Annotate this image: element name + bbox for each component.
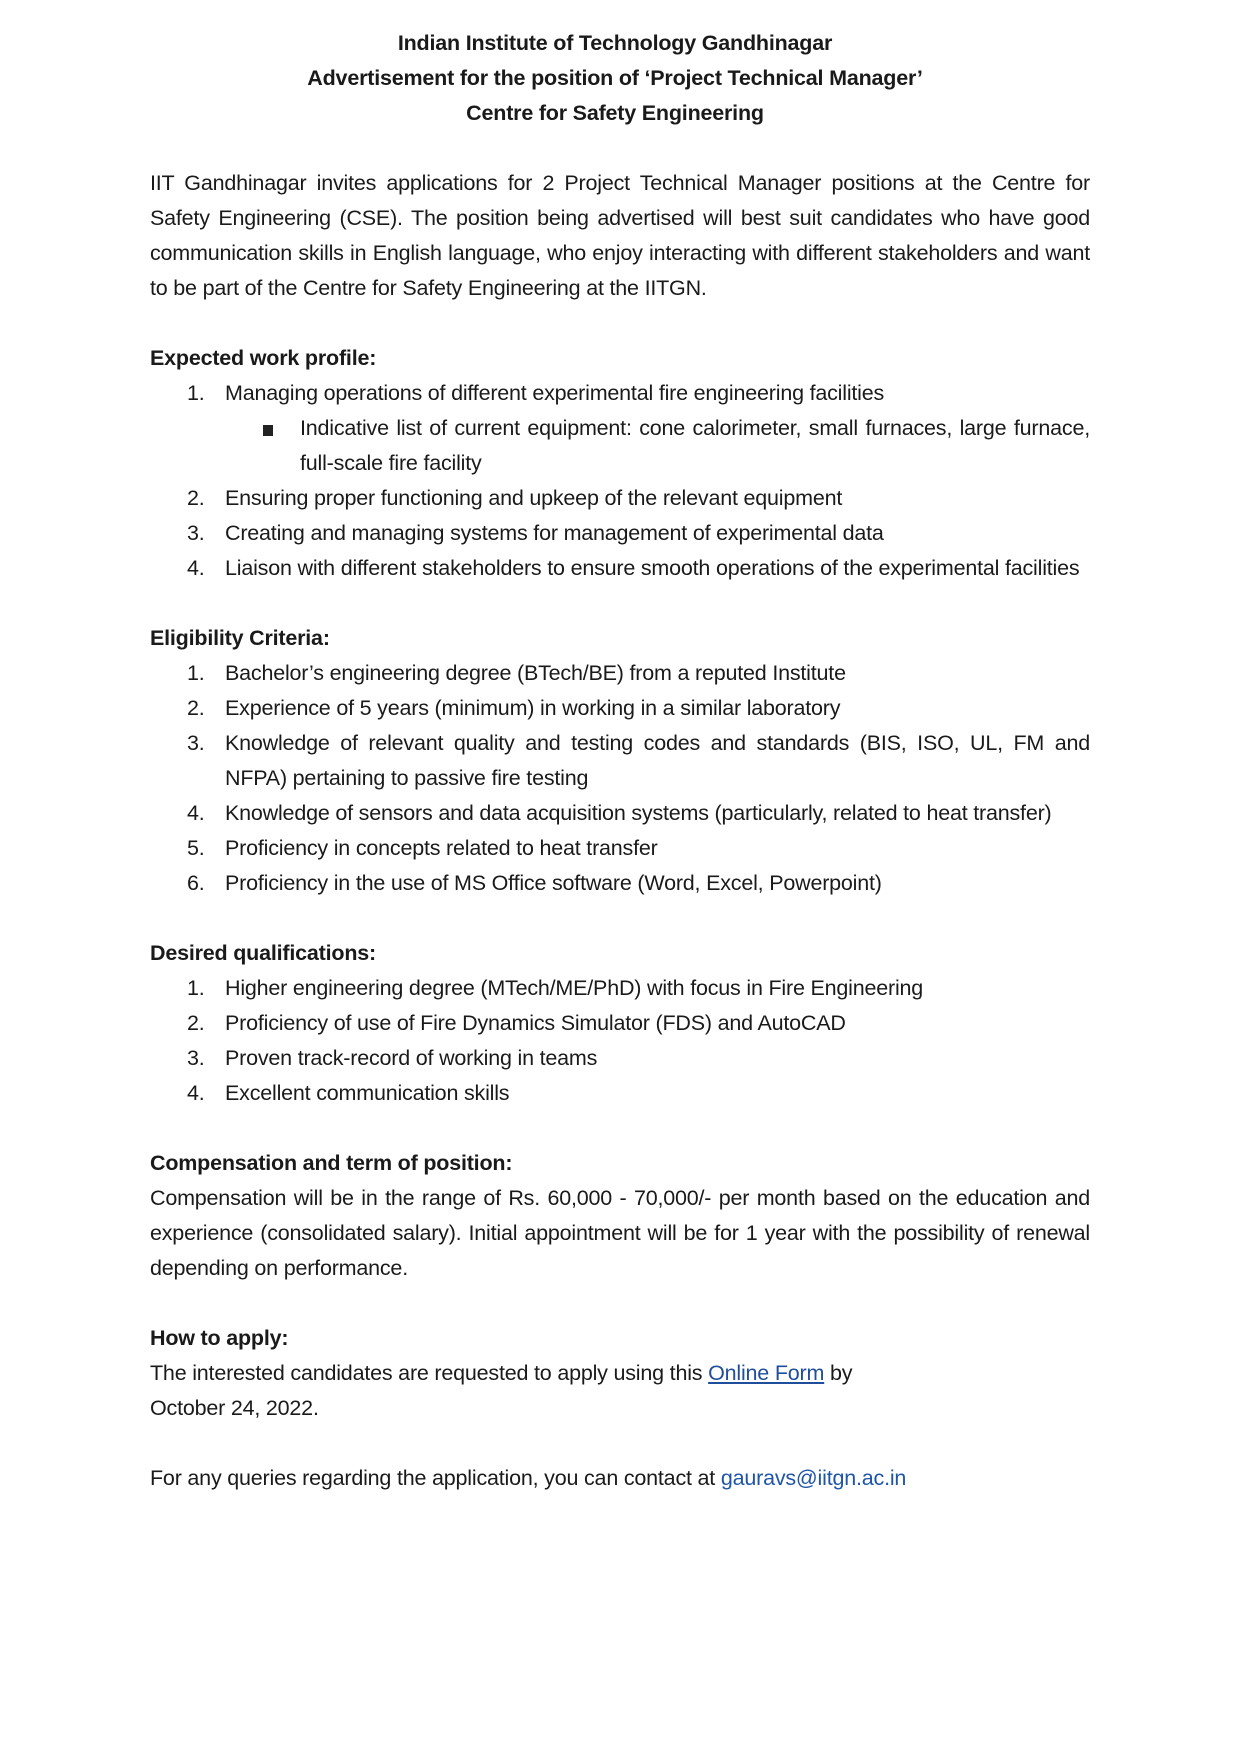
list-number: 5.: [187, 836, 205, 860]
spacer: [150, 901, 1090, 936]
list-item-text: Knowledge of sensors and data acquisition systems (particularly, related to heat transfer): [225, 801, 1052, 825]
eligibility-section: [150, 621, 1090, 901]
list-item-text: Ensuring proper functioning and upkeep of the relevant equipment: [225, 486, 843, 510]
list-number: 2.: [187, 486, 205, 510]
apply-instructions: [150, 1356, 1090, 1391]
work-profile-list: [150, 376, 1090, 586]
desired-qualifications-section: [150, 936, 1090, 1111]
list-item: [150, 691, 1090, 726]
centre-title: Centre for Safety Engineering: [466, 101, 764, 125]
list-item: [150, 1006, 1090, 1041]
list-number: 4.: [187, 801, 205, 825]
list-item: [150, 376, 1090, 481]
spacer: [150, 131, 1090, 166]
list-number: 2.: [187, 1011, 205, 1035]
list-item: [150, 551, 1090, 586]
work-profile-section: [150, 341, 1090, 586]
sub-list-item-text: Indicative list of current equipment: cone calorimeter, small furnaces, large furnace, full-scale fire facility: [300, 416, 1090, 475]
spacer: [150, 1286, 1090, 1321]
list-number: 3.: [187, 521, 205, 545]
how-to-apply-heading: How to apply:: [150, 1326, 289, 1350]
list-item-text: Excellent communication skills: [225, 1081, 510, 1105]
desired-qualifications-list: [150, 971, 1090, 1111]
square-bullet-icon: [263, 425, 273, 436]
contact-text: For any queries regarding the application, you can contact at: [150, 1466, 721, 1490]
equipment-sublist: [225, 411, 1090, 481]
compensation-paragraph: Compensation will be in the range of Rs. 60,000 - 70,000/- per month based on the education and experience (consolidated salary). Initial appointment will be for 1 year with the possibility of renewal depending on performance.: [150, 1186, 1090, 1280]
list-item: [150, 971, 1090, 1006]
list-item-text: Experience of 5 years (minimum) in working in a similar laboratory: [225, 696, 841, 720]
document-page: [150, 26, 1090, 1496]
online-form-link[interactable]: Online Form: [708, 1361, 825, 1385]
list-item-text: Knowledge of relevant quality and testing codes and standards (BIS, ISO, UL, FM and NFPA) pertaining to passive fire testing: [225, 731, 1090, 790]
list-item-text: Managing operations of different experimental fire engineering facilities: [225, 381, 885, 405]
advertisement-title: Advertisement for the position of ‘Project Technical Manager’: [307, 66, 923, 90]
apply-deadline: October 24, 2022.: [150, 1396, 319, 1420]
contact-line: [150, 1461, 1090, 1496]
list-item-text: Proven track-record of working in teams: [225, 1046, 598, 1070]
list-item-text: Liaison with different stakeholders to ensure smooth operations of the experimental facilities: [225, 556, 1080, 580]
list-item: [150, 866, 1090, 901]
apply-text-before: The interested candidates are requested to apply using this: [150, 1361, 709, 1385]
sub-list-item: [225, 411, 1090, 481]
contact-email-link[interactable]: gauravs@iitgn.ac.in: [720, 1466, 907, 1490]
list-item: [150, 831, 1090, 866]
list-item: [150, 516, 1090, 551]
list-item: [150, 796, 1090, 831]
list-item-text: Proficiency in the use of MS Office software (Word, Excel, Powerpoint): [225, 871, 882, 895]
apply-text-after: by: [824, 1361, 853, 1385]
document-header: [140, 26, 1090, 131]
compensation-heading: Compensation and term of position:: [150, 1151, 513, 1175]
spacer: [150, 586, 1090, 621]
list-number: 3.: [187, 731, 205, 755]
list-item: [150, 481, 1090, 516]
spacer: [150, 306, 1090, 341]
desired-qualifications-heading: Desired qualifications:: [150, 941, 376, 965]
eligibility-list: [150, 656, 1090, 901]
list-number: 4.: [187, 556, 205, 580]
list-item: [150, 656, 1090, 691]
intro-paragraph: IIT Gandhinagar invites applications for 2 Project Technical Manager positions at the Centre for Safety Engineering (CSE). The position being advertised will best suit candidates who have good communication skills in English language, who enjoy interacting with different stakeholders and want to be part of the Centre for Safety Engineering at the IITGN.: [150, 171, 1090, 300]
list-item: [150, 1041, 1090, 1076]
how-to-apply-section: [150, 1321, 1090, 1426]
list-item-text: Bachelor’s engineering degree (BTech/BE) from a reputed Institute: [225, 661, 846, 685]
list-number: 2.: [187, 696, 205, 720]
institute-title: Indian Institute of Technology Gandhinagar: [397, 31, 833, 55]
eligibility-heading: Eligibility Criteria:: [150, 626, 330, 650]
list-number: 1.: [187, 381, 205, 405]
compensation-section: [150, 1146, 1090, 1286]
work-profile-heading: Expected work profile:: [150, 346, 377, 370]
list-number: 4.: [187, 1081, 205, 1105]
list-number: 6.: [187, 871, 205, 895]
spacer: [150, 1426, 1090, 1461]
list-item: [150, 726, 1090, 796]
list-item-text: Higher engineering degree (MTech/ME/PhD) with focus in Fire Engineering: [225, 976, 924, 1000]
spacer: [150, 1111, 1090, 1146]
list-number: 3.: [187, 1046, 205, 1070]
list-item-text: Creating and managing systems for management of experimental data: [225, 521, 884, 545]
list-item-text: Proficiency in concepts related to heat transfer: [225, 836, 658, 860]
list-item-text: Proficiency of use of Fire Dynamics Simulator (FDS) and AutoCAD: [225, 1011, 846, 1035]
list-number: 1.: [187, 976, 205, 1000]
list-item: [150, 1076, 1090, 1111]
list-number: 1.: [187, 661, 205, 685]
